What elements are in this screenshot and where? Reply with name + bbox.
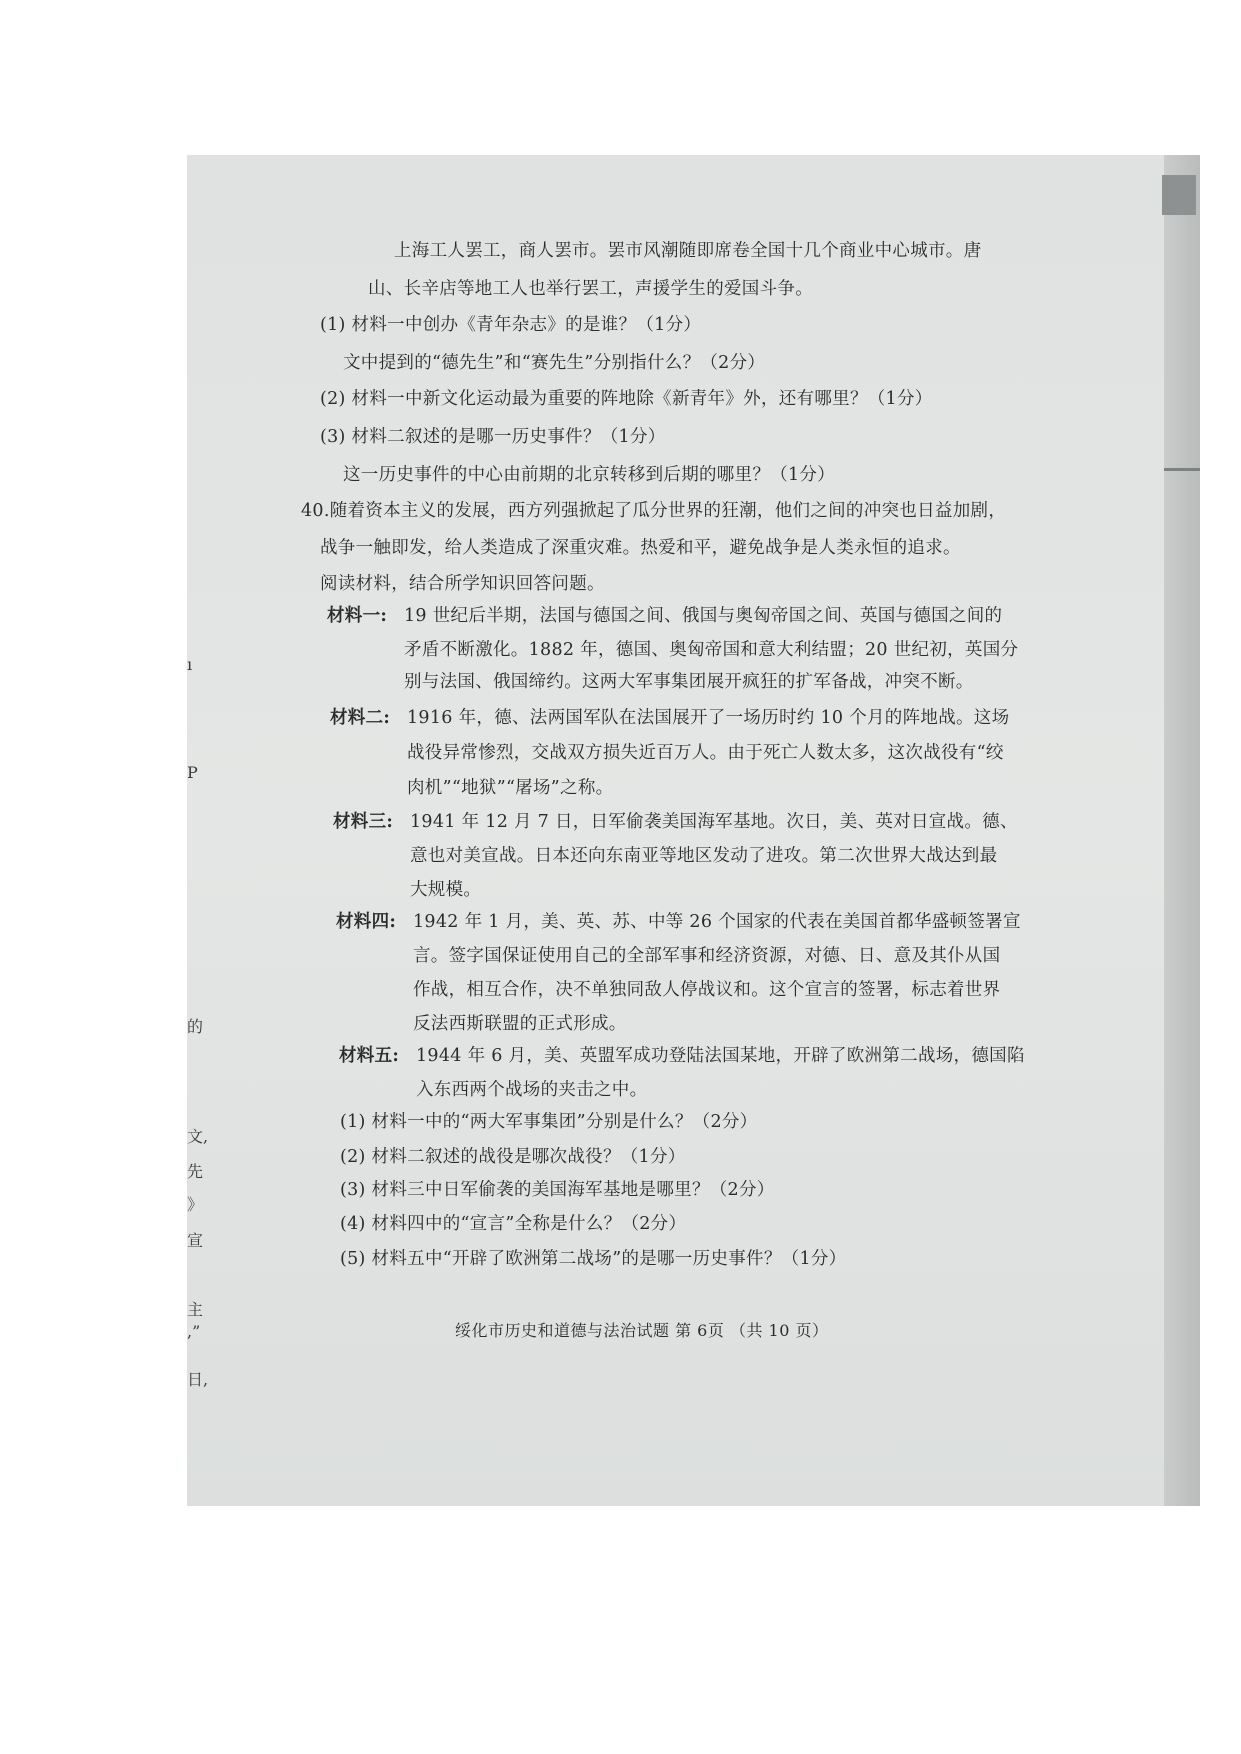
material-four-text: 言。签字国保证使用自己的全部军事和经济资源，对德、日、意及其仆从国: [413, 946, 1001, 966]
edge-fragment: 宣: [187, 1231, 204, 1250]
question-40-5: (5) 材料五中“开辟了欧洲第二战场”的是哪一历史事件？（1分）: [340, 1249, 847, 1269]
material-four-text: 1942 年 1 月，美、英、苏、中等 26 个国家的代表在美国首都华盛顿签署宣: [413, 912, 1021, 932]
material-five-text: 入东西两个战场的夹击之中。: [416, 1080, 648, 1100]
material-three-label: 材料三:: [333, 812, 394, 832]
material-five-text: 1944 年 6 月，美、英盟军成功登陆法国某地，开辟了欧洲第二战场，德国陷: [416, 1046, 1025, 1066]
question-40-instruction: 阅读材料，结合所学知识回答问题。: [320, 574, 605, 594]
edge-fragment: ,”: [187, 1322, 201, 1341]
edge-fragment: P: [187, 763, 198, 782]
edge-fragment: 日,: [187, 1370, 209, 1389]
material-three-text: 1941 年 12 月 7 日，日军偷袭美国海军基地。次日，美、英对日宣战。德、: [410, 812, 1018, 832]
tab-divider-line: [1164, 468, 1200, 471]
question-39-3b: 这一历史事件的中心由前期的北京转移到后期的哪里？（1分）: [343, 465, 836, 485]
edge-fragment: 的: [187, 1017, 204, 1036]
material-one-text: 矛盾不断激化。1882 年，德国、奥匈帝国和意大利结盟；20 世纪初，英国分: [404, 640, 1019, 660]
material-four-label: 材料四:: [336, 912, 397, 932]
material-one-text: 19 世纪后半期，法国与德国之间、俄国与奥匈帝国之间、英国与德国之间的: [404, 606, 1003, 626]
question-40-1: (1) 材料一中的“两大军事集团”分别是什么？（2分）: [340, 1112, 758, 1132]
material-one-label: 材料一:: [327, 606, 388, 626]
question-39-3: (3) 材料二叙述的是哪一历史事件？（1分）: [320, 427, 666, 447]
question-39-2: (2) 材料一中新文化运动最为重要的阵地除《新青年》外，还有哪里？（1分）: [320, 389, 933, 409]
material-three-text: 意也对美宣战。日本还向东南亚等地区发动了进攻。第二次世界大战达到最: [410, 846, 998, 866]
material-four-text: 作战，相互合作，决不单独同敌人停战议和。这个宣言的签署，标志着世界: [413, 980, 1001, 1000]
edge-fragment: ı: [187, 655, 193, 674]
material-text-line: 山、长辛店等地工人也举行罢工，声援学生的爱国斗争。: [368, 279, 813, 299]
material-four-text: 反法西斯联盟的正式形成。: [413, 1014, 627, 1034]
material-three-text: 大规模。: [410, 880, 482, 900]
page-footer: 绥化市历史和道德与法治试题 第 6页 （共 10 页）: [455, 1321, 829, 1340]
edge-fragment: 主: [187, 1300, 204, 1319]
edge-fragment: 先: [187, 1162, 204, 1181]
question-39-1b: 文中提到的“德先生”和“赛先生”分别指什么？（2分）: [343, 353, 766, 373]
question-40-stem: 战争一触即发，给人类造成了深重灾难。热爱和平，避免战争是人类永恒的追求。: [320, 538, 961, 558]
material-two-label: 材料二:: [330, 708, 391, 728]
question-40-stem: 40.随着资本主义的发展，西方列强掀起了瓜分世界的狂潮，他们之间的冲突也日益加剧，: [301, 501, 1007, 521]
question-39-1: (1) 材料一中创办《青年杂志》的是谁？（1分）: [320, 315, 702, 335]
exam-page-photo: [187, 155, 1200, 1506]
question-40-3: (3) 材料三中日军偷袭的美国海军基地是哪里？（2分）: [340, 1180, 775, 1200]
question-40-2: (2) 材料二叙述的战役是哪次战役？（1分）: [340, 1147, 686, 1167]
edge-fragment: 文,: [187, 1127, 209, 1146]
question-40-4: (4) 材料四中的“宣言”全称是什么？（2分）: [340, 1214, 687, 1234]
edge-fragment: 》: [187, 1195, 204, 1214]
material-two-text: 肉机”“地狱”“屠场”之称。: [407, 778, 614, 798]
material-two-text: 战役异常惨烈，交战双方损失近百万人。由于死亡人数太多，这次战役有“绞: [407, 743, 1004, 763]
material-two-text: 1916 年，德、法两国军队在法国展开了一场历时约 10 个月的阵地战。这场: [407, 708, 1010, 728]
tab-marker: [1162, 175, 1196, 215]
material-five-label: 材料五:: [339, 1046, 400, 1066]
material-one-text: 别与法国、俄国缔约。这两大军事集团展开疯狂的扩军备战，冲突不断。: [404, 672, 974, 692]
page-edge-strip: [1164, 155, 1200, 1506]
material-text-line: 上海工人罢工，商人罢市。罢市风潮随即席卷全国十几个商业中心城市。唐: [394, 241, 982, 261]
